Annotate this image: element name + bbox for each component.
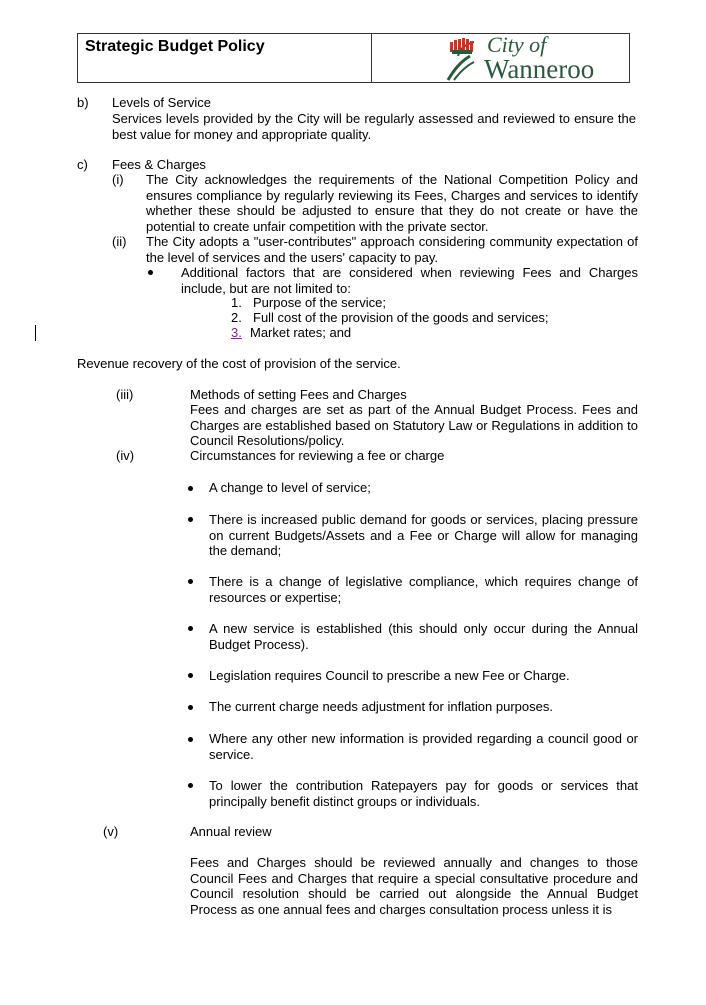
bullet-dot [188, 783, 193, 788]
section-c-letter: c) [77, 157, 88, 172]
header-divider [371, 34, 372, 82]
section-c-heading: Fees & Charges [112, 157, 206, 172]
document-header [77, 33, 630, 83]
section-b-letter: b) [77, 95, 89, 110]
factor-number-1: 1. [231, 295, 242, 310]
item-ii-bullet-text: Additional factors that are considered when reviewing Fees and Charges include, but are not limited to: [181, 265, 638, 296]
bullet-dot [188, 486, 193, 491]
bullet-dot [188, 673, 193, 678]
factor-text-1: Purpose of the service; [253, 295, 386, 310]
kangaroo-paw-logo-icon [440, 36, 486, 82]
section-b-body: Services levels provided by the City will be regularly assessed and reviewed to ensure the best value for money and appropriate quality. [112, 111, 636, 142]
review-bullet-7: Where any other new information is provided regarding a council good or service. [209, 731, 638, 762]
bullet-dot [188, 626, 193, 631]
change-bar [35, 325, 36, 341]
bullet-dot [188, 517, 193, 522]
review-bullet-3: There is a change of legislative compliance, which requires change of resources or expertise; [209, 574, 638, 605]
factor-text-2: Full cost of the provision of the goods and services; [253, 310, 549, 325]
item-iii-number: (iii) [116, 387, 134, 402]
item-ii-text: The City adopts a "user-contributes" approach considering community expectation of the level of services and the users' capacity to pay. [146, 234, 638, 265]
review-bullet-4: A new service is established (this should only occur during the Annual Budget Process). [209, 621, 638, 652]
review-bullet-1: A change to level of service; [209, 480, 371, 495]
revenue-recovery-line: Revenue recovery of the cost of provision of the service. [77, 356, 401, 371]
item-iii-body: Fees and charges are set as part of the Annual Budget Process. Fees and Charges are established based on Statutory Law or Regulations in addition to Council Resolutions/policy. [190, 402, 638, 448]
item-v-heading: Annual review [190, 824, 272, 839]
factor-number-3: 3. [231, 325, 242, 340]
factor-text-3: Market rates; and [250, 325, 352, 340]
item-ii-number: (ii) [112, 234, 127, 249]
review-bullet-5: Legislation requires Council to prescribe a new Fee or Charge. [209, 668, 570, 683]
bullet-dot [188, 737, 193, 742]
item-iv-heading: Circumstances for reviewing a fee or charge [190, 448, 445, 463]
review-bullet-8: To lower the contribution Ratepayers pay for goods or services that principally benefit distinct groups or individuals. [209, 778, 638, 809]
item-iii-heading: Methods of setting Fees and Charges [190, 387, 407, 402]
item-iv-number: (iv) [116, 448, 135, 463]
section-b-heading: Levels of Service [112, 95, 211, 110]
review-bullet-6: The current charge needs adjustment for inflation purposes. [209, 699, 553, 714]
item-i-text: The City acknowledges the requirements of the National Competition Policy and ensures compliance by regularly reviewing its Fees, Charges and services to identify whether these should be adjusted to ensure that they do not create or have the potential to create unfair competition with the private sector. [146, 172, 638, 234]
item-v-body: Fees and Charges should be reviewed annually and changes to those Council Fees and Charges that require a special consultative procedure and Council resolution should be carried out alongside the Annual Budget Process as one annual fees and charges consultation process unless it is [190, 855, 638, 917]
bullet-dot [188, 579, 193, 584]
item-v-number: (v) [103, 824, 119, 839]
logo-text-city-of: City of [487, 32, 547, 57]
logo-text-wanneroo: Wanneroo [484, 54, 595, 84]
document-title: Strategic Budget Policy [85, 38, 265, 55]
bullet-dot [188, 705, 193, 710]
bullet-dot [148, 270, 153, 275]
factor-number-2: 2. [231, 310, 242, 325]
item-i-number: (i) [112, 172, 124, 187]
review-bullet-2: There is increased public demand for goods or services, placing pressure on current Budgets/Assets and a Fee or Charge will allow for managing the demand; [209, 512, 638, 558]
